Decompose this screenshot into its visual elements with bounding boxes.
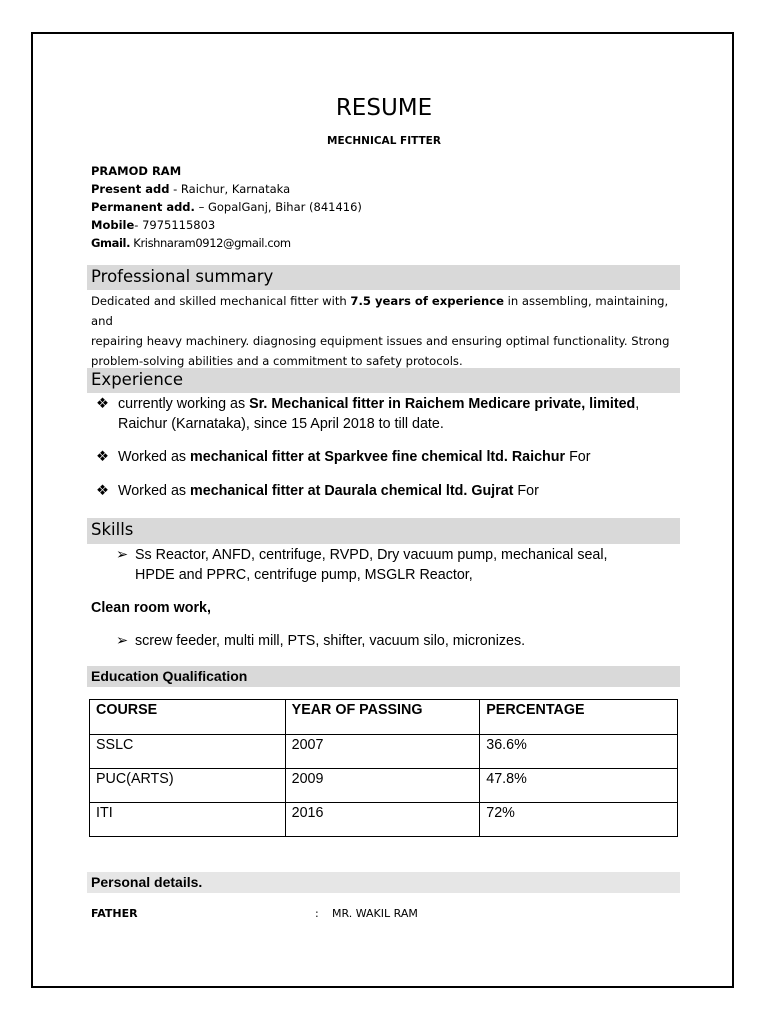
diamond-bullet-icon: ❖	[96, 483, 109, 499]
arrow-bullet-icon: ➢	[116, 547, 128, 563]
summary-heading: Professional summary	[91, 267, 274, 286]
year-cell: 2016	[285, 803, 480, 837]
mobile-number: Mobile- 7975115803	[91, 218, 216, 232]
field-separator: :	[315, 907, 319, 920]
skills-heading: Skills	[91, 520, 134, 539]
father-name: MR. WAKIL RAM	[332, 907, 418, 920]
table-row	[90, 735, 678, 769]
education-heading: Education Qualification	[91, 668, 248, 684]
experience-heading-bar	[87, 368, 680, 393]
table-header-row	[90, 700, 678, 735]
summary-heading-bar	[87, 265, 680, 290]
skills-heading-bar	[87, 518, 680, 544]
table-row	[90, 769, 678, 803]
experience-item: ❖ Worked as mechanical fitter at Sparkvee fine chemical ltd. Raichur For	[96, 449, 591, 465]
arrow-bullet-icon: ➢	[116, 633, 128, 649]
percentage-cell: 47.8%	[480, 769, 678, 803]
clean-room-label: Clean room work,	[91, 600, 211, 616]
percentage-cell: 72%	[480, 803, 678, 837]
education-table	[89, 699, 678, 837]
permanent-address: Permanent add. – GopalGanj, Bihar (841416)	[91, 200, 362, 214]
table-row	[90, 803, 678, 837]
resume-title: RESUME	[335, 95, 433, 121]
summary-text: Dedicated and skilled mechanical fitter with 7.5 years of experience in assembling, maintaining, and repairing heavy machinery. diagnosing equipment issues and ensuring optimal functionality. Strong problem-solving abilities and a commitment to safety protocols.	[91, 294, 670, 368]
father-label: FATHER	[91, 907, 138, 920]
column-header: PERCENTAGE	[480, 700, 678, 735]
course-cell: ITI	[90, 803, 286, 837]
diamond-bullet-icon: ❖	[96, 396, 109, 412]
skills-item: ➢ screw feeder, multi mill, PTS, shifter, vacuum silo, micronizes.	[116, 633, 526, 649]
contact-block	[91, 162, 362, 252]
course-cell: SSLC	[90, 735, 286, 769]
experience-item: ❖ Worked as mechanical fitter at Daurala chemical ltd. Gujrat For	[96, 483, 539, 499]
email-address: Gmail. Krishnaram0912@gmail.com	[91, 236, 291, 250]
personal-heading: Personal details.	[91, 874, 203, 890]
percentage-cell: 36.6%	[480, 735, 678, 769]
job-title: MECHNICAL FITTER	[327, 135, 441, 147]
skills-item: ➢ Ss Reactor, ANFD, centrifuge, RVPD, Dry vacuum pump, mechanical seal, HPDE and PPRC, centrifuge pump, MSGLR Reactor,	[116, 547, 608, 583]
candidate-name: PRAMOD RAM	[91, 164, 182, 178]
column-header: COURSE	[90, 700, 286, 735]
personal-heading-bar	[87, 872, 680, 893]
present-address: Present add - Raichur, Karnataka	[91, 182, 291, 196]
education-heading-bar	[87, 666, 680, 687]
column-header: YEAR OF PASSING	[285, 700, 480, 735]
diamond-bullet-icon: ❖	[96, 449, 109, 465]
experience-item: ❖ currently working as Sr. Mechanical fitter in Raichem Medicare private, limited, Raichur (Karnataka), since 15 April 2018 to till date.	[96, 396, 640, 432]
year-cell: 2009	[285, 769, 480, 803]
experience-heading: Experience	[91, 370, 184, 389]
course-cell: PUC(ARTS)	[90, 769, 286, 803]
year-cell: 2007	[285, 735, 480, 769]
